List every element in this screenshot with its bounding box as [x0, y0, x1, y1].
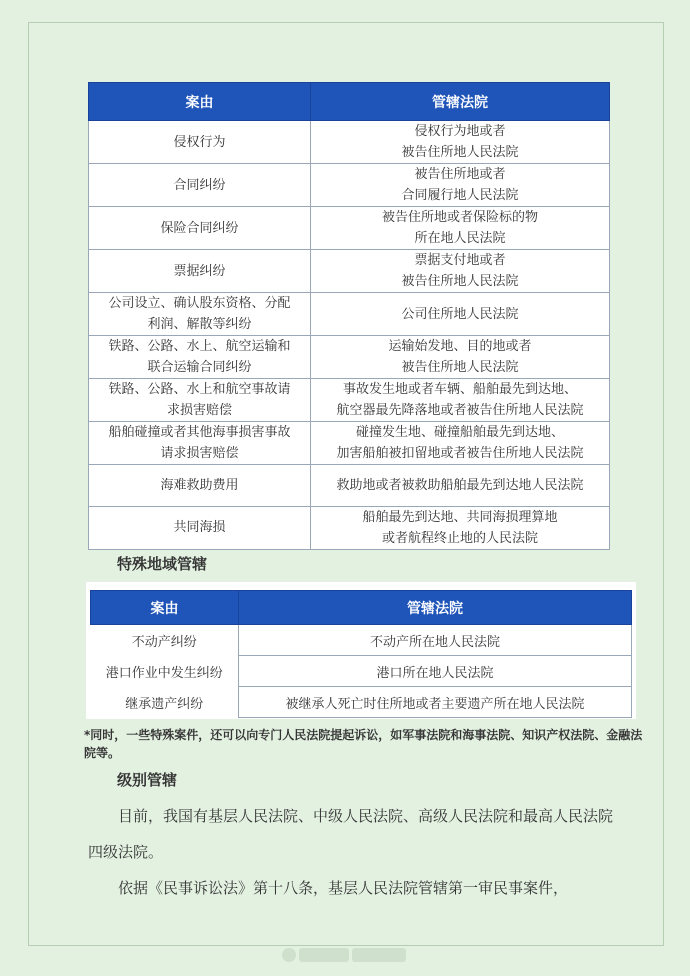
court-cell: 事故发生地或者车辆、船舶最先到达地、 航空器最先降落地或者被告住所地人民法院 [311, 379, 610, 422]
table-row [89, 465, 610, 507]
paragraph: 依据《民事诉讼法》第十八条，基层人民法院管辖第一审民事案件， [118, 879, 569, 897]
court-cell: 不动产所在地人民法院 [239, 625, 632, 656]
level-jurisdiction-heading: 级别管辖 [117, 771, 178, 789]
court-cell: 船舶最先到达地、共同海损理算地 或者航程终止地的人民法院 [311, 506, 610, 549]
footnote: *同时，一些特殊案件，还可以向专门人民法院提起诉讼，如军事法院和海事法院、知识产权法院、金融法院等。 [84, 728, 643, 760]
cause-cell: 侵权行为 [89, 121, 311, 164]
special-jurisdiction-table [90, 590, 632, 718]
cause-cell: 铁路、公路、水上、航空运输和 联合运输合同纠纷 [89, 336, 311, 379]
cause-cell: 公司设立、确认股东资格、分配 利润、解散等纠纷 [89, 293, 311, 336]
table-row [91, 625, 632, 656]
cause-cell: 船舶碰撞或者其他海事损害事故 请求损害赔偿 [89, 422, 311, 465]
table-row [91, 656, 632, 687]
header-court: 管辖法院 [311, 83, 610, 121]
cause-cell: 合同纠纷 [89, 164, 311, 207]
cause-cell: 不动产纠纷 [131, 634, 197, 650]
table-row [89, 336, 610, 379]
table-row [89, 293, 610, 336]
header-cause: 案由 [91, 591, 239, 625]
court-cell: 被告住所地或者 合同履行地人民法院 [311, 164, 610, 207]
court-cell: 碰撞发生地、碰撞船舶最先到达地、 加害船舶被扣留地或者被告住所地人民法院 [311, 422, 610, 465]
table-row [89, 164, 610, 207]
table-row [89, 379, 610, 422]
cause-cell: 海难救助费用 [89, 465, 311, 507]
court-cell: 侵权行为地或者 被告住所地人民法院 [311, 121, 610, 164]
jurisdiction-table [88, 82, 610, 550]
table-row [89, 121, 610, 164]
watermark [282, 946, 406, 964]
header-cause: 案由 [89, 83, 311, 121]
table-row [89, 422, 610, 465]
cause-cell: 港口作业中发生纠纷 [105, 665, 223, 681]
court-cell: 票据支付地或者 被告住所地人民法院 [311, 250, 610, 293]
special-jurisdiction-heading: 特殊地域管辖 [117, 555, 208, 573]
table-row [89, 207, 610, 250]
court-cell: 港口所在地人民法院 [239, 656, 632, 687]
table-row [91, 687, 632, 718]
court-cell: 救助地或者被救助船舶最先到达地人民法院 [311, 465, 610, 507]
cause-cell: 保险合同纠纷 [89, 207, 311, 250]
table-row [89, 506, 610, 549]
court-cell: 运输始发地、目的地或者 被告住所地人民法院 [311, 336, 610, 379]
cause-cell: 票据纠纷 [89, 250, 311, 293]
header-court: 管辖法院 [239, 591, 632, 625]
cause-cell: 继承遗产纠纷 [125, 696, 204, 712]
court-cell: 被继承人死亡时住所地或者主要遗产所在地人民法院 [239, 687, 632, 718]
paragraph: 目前，我国有基层人民法院、中级人民法院、高级人民法院和最高人民法院四级法院。 [88, 807, 614, 861]
cause-cell: 共同海损 [89, 506, 311, 549]
court-cell: 公司住所地人民法院 [311, 293, 610, 336]
court-cell: 被告住所地或者保险标的物 所在地人民法院 [311, 207, 610, 250]
cause-cell: 铁路、公路、水上和航空事故请 求损害赔偿 [89, 379, 311, 422]
table-row [89, 250, 610, 293]
